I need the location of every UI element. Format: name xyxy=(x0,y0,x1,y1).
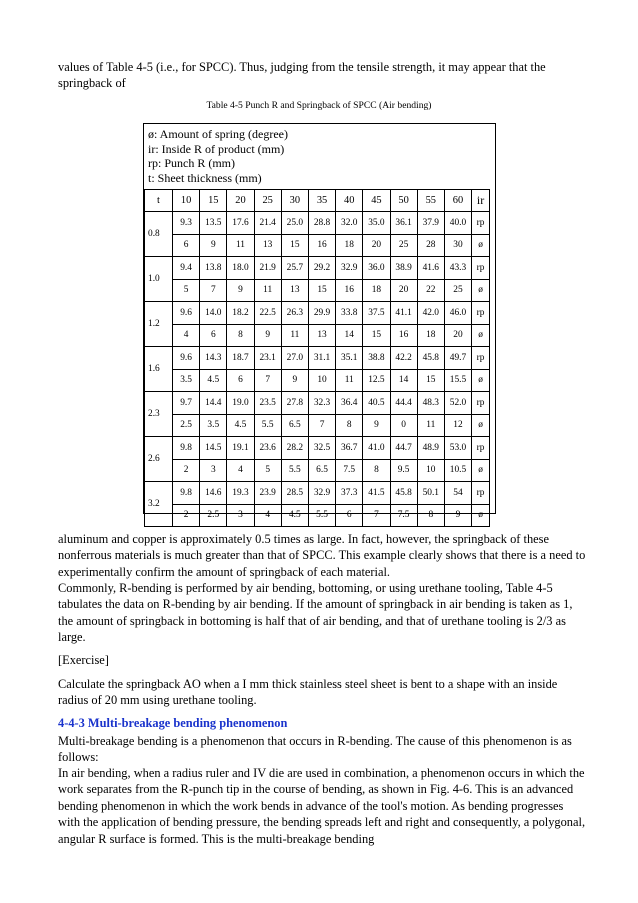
exercise-label: [Exercise] xyxy=(58,653,109,667)
phi-cell: 15 xyxy=(281,234,308,257)
phi-cell: 11 xyxy=(254,279,281,302)
rp-cell: 21.9 xyxy=(254,257,281,280)
rp-cell: 38.9 xyxy=(390,257,417,280)
phi-cell: 6 xyxy=(200,324,227,347)
table-row-phi xyxy=(145,369,490,392)
phi-cell: 4 xyxy=(227,459,254,482)
rp-cell: 38.8 xyxy=(363,347,390,370)
phi-cell: 18 xyxy=(417,324,444,347)
table-caption: Table 4-5 Punch R and Springback of SPCC (Air bending) xyxy=(206,100,432,111)
rp-cell: 18.2 xyxy=(227,302,254,325)
rp-cell: 45.8 xyxy=(417,347,444,370)
table-row-rp xyxy=(145,257,490,280)
phi-cell: 9 xyxy=(444,504,471,527)
rp-cell: 41.6 xyxy=(417,257,444,280)
table-row-rp xyxy=(145,347,490,370)
rp-cell: 35.0 xyxy=(363,212,390,235)
phi-cell: 14 xyxy=(390,369,417,392)
rp-cell: 14.6 xyxy=(200,482,227,505)
phi-cell: 9 xyxy=(200,234,227,257)
rp-cell: 53.0 xyxy=(444,437,471,460)
paragraph-r-bending: Commonly, R-bending is performed by air bending, bottoming, or using urethane tooling, Table 4-5 tabulates the data on R-bending by air bending. If the amount of springback in air bending is taken as 1, the amount of springback in bottoming is half that of air bending, and that of urethane tooling is 2/3 as large. xyxy=(58,581,573,645)
header-ir-value: 55 xyxy=(417,190,444,212)
phi-cell: 8 xyxy=(363,459,390,482)
table-row-rp xyxy=(145,392,490,415)
table-row-phi xyxy=(145,324,490,347)
phi-cell: 15 xyxy=(417,369,444,392)
rp-cell: 41.5 xyxy=(363,482,390,505)
phi-cell: 6 xyxy=(336,504,363,527)
table-row-rp xyxy=(145,212,490,235)
phi-cell: 6.5 xyxy=(281,414,308,437)
rp-cell: 9.7 xyxy=(173,392,200,415)
header-ir-value: 25 xyxy=(254,190,281,212)
phi-cell: 2.5 xyxy=(200,504,227,527)
header-ir: ir xyxy=(472,190,490,212)
phi-cell: 11 xyxy=(227,234,254,257)
rp-cell: 17.6 xyxy=(227,212,254,235)
phi-label: ø xyxy=(472,369,490,392)
rp-cell: 37.3 xyxy=(336,482,363,505)
header-t: t xyxy=(145,190,173,212)
table-row-phi xyxy=(145,234,490,257)
rp-cell: 40.5 xyxy=(363,392,390,415)
rp-label: rp xyxy=(472,437,490,460)
rp-cell: 9.6 xyxy=(173,302,200,325)
phi-cell: 4.5 xyxy=(281,504,308,527)
rp-cell: 32.5 xyxy=(308,437,335,460)
rp-label: rp xyxy=(472,347,490,370)
phi-cell: 10 xyxy=(308,369,335,392)
phi-cell: 16 xyxy=(308,234,335,257)
rp-cell: 23.1 xyxy=(254,347,281,370)
header-ir-value: 35 xyxy=(308,190,335,212)
phi-cell: 7 xyxy=(308,414,335,437)
phi-cell: 16 xyxy=(390,324,417,347)
thickness-cell: 1.0 xyxy=(145,257,173,302)
rp-label: rp xyxy=(472,392,490,415)
rp-cell: 19.0 xyxy=(227,392,254,415)
rp-cell: 13.5 xyxy=(200,212,227,235)
phi-cell: 30 xyxy=(444,234,471,257)
table-row-phi xyxy=(145,414,490,437)
intro-paragraph: values of Table 4-5 (i.e., for SPCC). Thus, judging from the tensile strength, it may appear that the springback of xyxy=(58,60,546,91)
rp-label: rp xyxy=(472,212,490,235)
phi-cell: 28 xyxy=(417,234,444,257)
phi-cell: 4 xyxy=(254,504,281,527)
legend-item: ø: Amount of spring (degree) xyxy=(148,127,288,141)
rp-cell: 23.6 xyxy=(254,437,281,460)
phi-cell: 3.5 xyxy=(200,414,227,437)
rp-cell: 19.1 xyxy=(227,437,254,460)
thickness-cell: 3.2 xyxy=(145,482,173,527)
phi-cell: 7 xyxy=(254,369,281,392)
rp-cell: 14.3 xyxy=(200,347,227,370)
phi-cell: 5 xyxy=(173,279,200,302)
rp-cell: 36.0 xyxy=(363,257,390,280)
header-ir-value: 45 xyxy=(363,190,390,212)
rp-cell: 32.0 xyxy=(336,212,363,235)
phi-cell: 9.5 xyxy=(390,459,417,482)
rp-cell: 18.7 xyxy=(227,347,254,370)
phi-cell: 2 xyxy=(173,459,200,482)
phi-label: ø xyxy=(472,324,490,347)
rp-cell: 35.1 xyxy=(336,347,363,370)
rp-cell: 36.7 xyxy=(336,437,363,460)
phi-cell: 20 xyxy=(444,324,471,347)
phi-cell: 10.5 xyxy=(444,459,471,482)
rp-cell: 29.2 xyxy=(308,257,335,280)
rp-cell: 42.0 xyxy=(417,302,444,325)
phi-cell: 7.5 xyxy=(336,459,363,482)
rp-cell: 26.3 xyxy=(281,302,308,325)
rp-cell: 52.0 xyxy=(444,392,471,415)
rp-cell: 48.3 xyxy=(417,392,444,415)
phi-label: ø xyxy=(472,504,490,527)
phi-cell: 25 xyxy=(390,234,417,257)
phi-label: ø xyxy=(472,279,490,302)
paragraph-air-bending: In air bending, when a radius ruler and IV die are used in combination, a phenomenon occurs in which the work separates from the R-punch tip in the course of bending, as shown in Fig. 4-6. This is an advanced bending phenomenon in which the work bends in advance of the tool's motion. As bending progresses with the application of bending pressure, the bending spreads left and right and consequently, a polygonal, angular R surface is formed. This is the multi-breakage bending xyxy=(58,766,586,846)
rp-cell: 28.5 xyxy=(281,482,308,505)
thickness-cell: 2.6 xyxy=(145,437,173,482)
rp-cell: 45.8 xyxy=(390,482,417,505)
rp-cell: 19.3 xyxy=(227,482,254,505)
exercise-text: Calculate the springback AO when a I mm thick stainless steel sheet is bent to a shape with an inside radius of 20 mm using urethane tooling. xyxy=(58,677,558,708)
phi-cell: 13 xyxy=(308,324,335,347)
phi-cell: 5.5 xyxy=(254,414,281,437)
rp-cell: 29.9 xyxy=(308,302,335,325)
legend-item: rp: Punch R (mm) xyxy=(148,156,235,171)
phi-cell: 7.5 xyxy=(390,504,417,527)
rp-cell: 21.4 xyxy=(254,212,281,235)
rp-cell: 32.9 xyxy=(336,257,363,280)
header-ir-value: 30 xyxy=(281,190,308,212)
phi-label: ø xyxy=(472,459,490,482)
phi-cell: 3.5 xyxy=(173,369,200,392)
rp-cell: 27.0 xyxy=(281,347,308,370)
phi-cell: 8 xyxy=(417,504,444,527)
phi-cell: 9 xyxy=(281,369,308,392)
springback-table xyxy=(144,189,490,527)
phi-cell: 9 xyxy=(254,324,281,347)
paragraph-multi-breakage: Multi-breakage bending is a phenomenon that occurs in R-bending. The cause of this phenomenon is as follows: xyxy=(58,734,572,765)
rp-cell: 13.8 xyxy=(200,257,227,280)
rp-cell: 32.3 xyxy=(308,392,335,415)
phi-cell: 6.5 xyxy=(308,459,335,482)
rp-cell: 18.0 xyxy=(227,257,254,280)
table-row-phi xyxy=(145,504,490,527)
thickness-cell: 1.2 xyxy=(145,302,173,347)
rp-cell: 54 xyxy=(444,482,471,505)
phi-cell: 11 xyxy=(336,369,363,392)
rp-cell: 14.4 xyxy=(200,392,227,415)
rp-cell: 50.1 xyxy=(417,482,444,505)
table-legend xyxy=(148,127,288,185)
rp-cell: 9.3 xyxy=(173,212,200,235)
header-ir-value: 60 xyxy=(444,190,471,212)
phi-cell: 15 xyxy=(308,279,335,302)
rp-cell: 23.9 xyxy=(254,482,281,505)
rp-cell: 32.9 xyxy=(308,482,335,505)
phi-cell: 5.5 xyxy=(308,504,335,527)
rp-cell: 43.3 xyxy=(444,257,471,280)
header-ir-value: 10 xyxy=(173,190,200,212)
phi-cell: 25 xyxy=(444,279,471,302)
rp-cell: 22.5 xyxy=(254,302,281,325)
phi-cell: 4.5 xyxy=(200,369,227,392)
rp-cell: 25.7 xyxy=(281,257,308,280)
phi-cell: 15.5 xyxy=(444,369,471,392)
phi-cell: 8 xyxy=(336,414,363,437)
phi-cell: 6 xyxy=(173,234,200,257)
phi-cell: 9 xyxy=(363,414,390,437)
rp-cell: 37.5 xyxy=(363,302,390,325)
header-ir-value: 15 xyxy=(200,190,227,212)
thickness-cell: 2.3 xyxy=(145,392,173,437)
rp-cell: 49.7 xyxy=(444,347,471,370)
rp-cell: 9.8 xyxy=(173,437,200,460)
phi-cell: 11 xyxy=(281,324,308,347)
phi-cell: 20 xyxy=(390,279,417,302)
rp-cell: 41.0 xyxy=(363,437,390,460)
legend-item: ir: Inside R of product (mm) xyxy=(148,141,285,156)
phi-cell: 8 xyxy=(227,324,254,347)
rp-cell: 9.6 xyxy=(173,347,200,370)
thickness-cell: 0.8 xyxy=(145,212,173,257)
phi-cell: 7 xyxy=(200,279,227,302)
phi-cell: 0 xyxy=(390,414,417,437)
phi-cell: 18 xyxy=(363,279,390,302)
phi-cell: 13 xyxy=(254,234,281,257)
header-ir-value: 40 xyxy=(336,190,363,212)
phi-cell: 5 xyxy=(254,459,281,482)
phi-cell: 4.5 xyxy=(227,414,254,437)
rp-cell: 36.1 xyxy=(390,212,417,235)
phi-cell: 12 xyxy=(444,414,471,437)
phi-cell: 4 xyxy=(173,324,200,347)
table-row-phi xyxy=(145,459,490,482)
phi-cell: 3 xyxy=(227,504,254,527)
phi-cell: 12.5 xyxy=(363,369,390,392)
rp-cell: 28.8 xyxy=(308,212,335,235)
phi-cell: 20 xyxy=(363,234,390,257)
rp-label: rp xyxy=(472,482,490,505)
header-ir-value: 20 xyxy=(227,190,254,212)
table-header-row xyxy=(145,190,490,212)
rp-cell: 9.4 xyxy=(173,257,200,280)
phi-cell: 2 xyxy=(173,504,200,527)
phi-cell: 9 xyxy=(227,279,254,302)
thickness-cell: 1.6 xyxy=(145,347,173,392)
rp-cell: 14.5 xyxy=(200,437,227,460)
rp-label: rp xyxy=(472,302,490,325)
rp-cell: 44.4 xyxy=(390,392,417,415)
phi-cell: 14 xyxy=(336,324,363,347)
rp-cell: 37.9 xyxy=(417,212,444,235)
rp-cell: 44.7 xyxy=(390,437,417,460)
rp-cell: 31.1 xyxy=(308,347,335,370)
legend-item: t: Sheet thickness (mm) xyxy=(148,170,262,185)
phi-cell: 11 xyxy=(417,414,444,437)
rp-cell: 33.8 xyxy=(336,302,363,325)
phi-cell: 7 xyxy=(363,504,390,527)
rp-cell: 42.2 xyxy=(390,347,417,370)
phi-label: ø xyxy=(472,234,490,257)
header-ir-value: 50 xyxy=(390,190,417,212)
phi-cell: 13 xyxy=(281,279,308,302)
rp-cell: 40.0 xyxy=(444,212,471,235)
table-row-rp xyxy=(145,437,490,460)
phi-label: ø xyxy=(472,414,490,437)
paragraph-nonferrous: aluminum and copper is approximately 0.5 times as large. In fact, however, the springback of these nonferrous materials is much greater than that of SPCC. This example clearly shows that there is a need to experimentally confirm the amount of springback of each material. xyxy=(58,532,586,579)
rp-label: rp xyxy=(472,257,490,280)
rp-cell: 46.0 xyxy=(444,302,471,325)
phi-cell: 18 xyxy=(336,234,363,257)
phi-cell: 15 xyxy=(363,324,390,347)
rp-cell: 27.8 xyxy=(281,392,308,415)
phi-cell: 5.5 xyxy=(281,459,308,482)
phi-cell: 10 xyxy=(417,459,444,482)
phi-cell: 3 xyxy=(200,459,227,482)
table-row-rp xyxy=(145,482,490,505)
table-row-phi xyxy=(145,279,490,302)
rp-cell: 36.4 xyxy=(336,392,363,415)
phi-cell: 22 xyxy=(417,279,444,302)
rp-cell: 23.5 xyxy=(254,392,281,415)
table-row-rp xyxy=(145,302,490,325)
phi-cell: 16 xyxy=(336,279,363,302)
section-heading: 4-4-3 Multi-breakage bending phenomenon xyxy=(58,716,288,730)
rp-cell: 28.2 xyxy=(281,437,308,460)
phi-cell: 2.5 xyxy=(173,414,200,437)
rp-cell: 9.8 xyxy=(173,482,200,505)
rp-cell: 25.0 xyxy=(281,212,308,235)
rp-cell: 14.0 xyxy=(200,302,227,325)
phi-cell: 6 xyxy=(227,369,254,392)
rp-cell: 41.1 xyxy=(390,302,417,325)
rp-cell: 48.9 xyxy=(417,437,444,460)
